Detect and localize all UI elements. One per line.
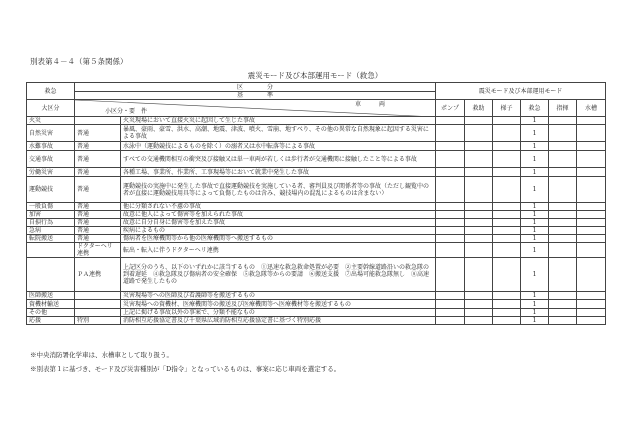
table-row — [27, 235, 606, 243]
header-diagonal-cell — [75, 100, 436, 117]
cell-kyukyu: 1 — [521, 142, 549, 151]
cell-pump — [436, 292, 465, 300]
cell-suiso — [577, 258, 606, 292]
cell-pump — [436, 243, 465, 258]
cell-hashigo — [493, 203, 521, 211]
cell-suiso — [577, 219, 606, 227]
cell-kyukyu: 1 — [521, 117, 549, 125]
cell-kyukyu: 1 — [521, 211, 549, 219]
cell-shiki — [549, 317, 577, 325]
cell-hashigo — [493, 117, 521, 125]
cell-shokubun — [75, 300, 121, 309]
cell-kyujo — [465, 243, 493, 258]
cell-daikubun: 自然災害 — [27, 125, 75, 142]
header-pump: ポンプ — [436, 100, 465, 117]
cell-hashigo — [493, 125, 521, 142]
cell-hashigo — [493, 243, 521, 258]
header-daikubun: 大区分 — [27, 100, 75, 117]
cell-pump — [436, 125, 465, 142]
cell-daikubun: 医師搬送 — [27, 292, 75, 300]
mode-table — [26, 82, 606, 325]
cell-suiso — [577, 142, 606, 151]
cell-hashigo — [493, 235, 521, 243]
cell-shiki — [549, 300, 577, 309]
cell-kyujo — [465, 300, 493, 309]
cell-shokubun: 普通 — [75, 142, 121, 151]
cell-shokubun — [75, 292, 121, 300]
cell-kyukyu: 1 — [521, 317, 549, 325]
cell-kyujo — [465, 317, 493, 325]
cell-shokubun: 普通 — [75, 203, 121, 211]
cell-pump — [436, 235, 465, 243]
table-row — [27, 117, 606, 125]
cell-hashigo — [493, 258, 521, 292]
cell-daikubun: 資機材輸送 — [27, 300, 75, 309]
table-row — [27, 227, 606, 235]
table-row — [27, 292, 606, 300]
cell-kijun: 故意に他人によって傷害等を加えられた事故 — [121, 211, 436, 219]
cell-hashigo — [493, 300, 521, 309]
cell-shiki — [549, 292, 577, 300]
cell-pump — [436, 309, 465, 317]
cell-suiso — [577, 203, 606, 211]
cell-suiso — [577, 317, 606, 325]
header-kubun: 区 分 — [75, 83, 436, 92]
cell-shiki — [549, 258, 577, 292]
table-row — [27, 125, 606, 142]
cell-suiso — [577, 243, 606, 258]
header-kyukyu: 救急 — [521, 100, 549, 117]
cell-shokubun: ＰＡ連携 — [75, 258, 121, 292]
cell-hashigo — [493, 211, 521, 219]
cell-kyukyu: 1 — [521, 219, 549, 227]
cell-pump — [436, 151, 465, 168]
cell-kyujo — [465, 177, 493, 203]
table-row — [27, 142, 606, 151]
cell-kyukyu: 1 — [521, 309, 549, 317]
table-row — [27, 300, 606, 309]
cell-shokubun: 普通 — [75, 227, 121, 235]
cell-shiki — [549, 177, 577, 203]
cell-pump — [436, 227, 465, 235]
cell-kijun: 傷病者を医療機関等から他の医療機関等へ搬送するもの — [121, 235, 436, 243]
header-mode: 震災モード及び本部運用モード — [436, 83, 606, 100]
cell-kyujo — [465, 227, 493, 235]
cell-kijun: 消防相互応援協定書及び千葉県広域消防相互応援協定書に基づく特別応援 — [121, 317, 436, 325]
cell-hashigo — [493, 292, 521, 300]
document-title: 震災モード及び本部運用モード（救急） — [247, 71, 383, 80]
cell-kijun: 災害現場への資機材、医療機関等の搬送及び医療機関等へ医療機材等を搬送するもの — [121, 300, 436, 309]
cell-kyujo — [465, 203, 493, 211]
table-row — [27, 177, 606, 203]
cell-kyukyu: 1 — [521, 125, 549, 142]
cell-daikubun: 一般負傷 — [27, 203, 75, 211]
cell-shokubun: 普通 — [75, 235, 121, 243]
cell-daikubun: 急病 — [27, 227, 75, 235]
cell-kyukyu: 1 — [521, 151, 549, 168]
cell-shokubun: 特別 — [75, 317, 121, 325]
cell-daikubun — [27, 243, 75, 258]
cell-daikubun: 労働災害 — [27, 168, 75, 177]
cell-shokubun: 普通 — [75, 168, 121, 177]
cell-kyukyu: 1 — [521, 227, 549, 235]
cell-shiki — [549, 151, 577, 168]
cell-shokubun: 普通 — [75, 211, 121, 219]
table-row — [27, 317, 606, 325]
table-row — [27, 219, 606, 227]
table-row — [27, 168, 606, 177]
cell-kijun: 火災現場において直接火災に起因して生じた事故 — [121, 117, 436, 125]
cell-shiki — [549, 219, 577, 227]
cell-shokubun: 普通 — [75, 177, 121, 203]
cell-pump — [436, 177, 465, 203]
cell-kyujo — [465, 309, 493, 317]
cell-kyukyu: 1 — [521, 300, 549, 309]
cell-suiso — [577, 168, 606, 177]
cell-daikubun: 交通事故 — [27, 151, 75, 168]
cell-kijun: 暴風、豪雨、豪雪、洪水、高潮、地震、津波、噴火、雪崩、地すべり、その他の異常な自然現象に起因する災害による事故 — [121, 125, 436, 142]
cell-daikubun — [27, 258, 75, 292]
cell-kyujo — [465, 151, 493, 168]
cell-shokubun: 普通 — [75, 219, 121, 227]
cell-shiki — [549, 142, 577, 151]
cell-shiki — [549, 211, 577, 219]
cell-daikubun: 運動競技 — [27, 177, 75, 203]
cell-shokubun: 普通 — [75, 125, 121, 142]
cell-kyukyu: 1 — [521, 177, 549, 203]
cell-kyukyu: 1 — [521, 235, 549, 243]
cell-suiso — [577, 125, 606, 142]
cell-kyujo — [465, 258, 493, 292]
cell-pump — [436, 317, 465, 325]
cell-hashigo — [493, 177, 521, 203]
table-row — [27, 151, 606, 168]
cell-suiso — [577, 235, 606, 243]
cell-kijun: 各種工場、事業所、作業所、工事現場等において就業中発生した事故 — [121, 168, 436, 177]
cell-pump — [436, 300, 465, 309]
table-body — [27, 117, 606, 325]
cell-kijun: 災害現場等への医師及び看護師等を搬送するもの — [121, 292, 436, 300]
cell-pump — [436, 211, 465, 219]
cell-pump — [436, 203, 465, 211]
table-row — [27, 258, 606, 292]
header-shokubun: 小区分・要 件 — [105, 108, 148, 115]
cell-daikubun: 火災 — [27, 117, 75, 125]
cell-suiso — [577, 117, 606, 125]
cell-daikubun: 水難事故 — [27, 142, 75, 151]
cell-kijun: 上記区分のうち、以下のいずれかに該当するもの ①迅速な救急救命処置が必要 ②主要幹線道路沿いの救急隊の到着遅延 ④救急隊及び傷病者の安全確保 ⑤救急隊等からの要請 ⑥搬送支援 ⑦出場可能救急隊無し ⑧高速道路で発生したもの — [121, 258, 436, 292]
table-row — [27, 309, 606, 317]
cell-shiki — [549, 243, 577, 258]
cell-shiki — [549, 203, 577, 211]
cell-suiso — [577, 227, 606, 235]
header-kyukubun: 救急 — [27, 83, 75, 100]
cell-kijun: 疾病によるもの — [121, 227, 436, 235]
cell-suiso — [577, 151, 606, 168]
page-label: 別表第４－４（第５条関係） — [30, 57, 128, 66]
header-kijun: 基 準 — [75, 92, 436, 100]
cell-suiso — [577, 309, 606, 317]
cell-kijun: 水泳中（運動競技によるものを除く）の溺者又は水中転落等による事故 — [121, 142, 436, 151]
cell-hashigo — [493, 227, 521, 235]
header-shiki: 指揮 — [549, 100, 577, 117]
header-kyujo: 救助 — [465, 100, 493, 117]
cell-kijun: 他に分類されない不慮の事故 — [121, 203, 436, 211]
cell-suiso — [577, 211, 606, 219]
cell-kijun: 上記に掲げる事故以外の事案で、分類不能なもの — [121, 309, 436, 317]
cell-hashigo — [493, 168, 521, 177]
cell-kyukyu: 1 — [521, 243, 549, 258]
note-2: ※別表第１に基づき、モード及び災害種別が「D指令」となっているものは、事案に応じ車両を選定する。 — [30, 365, 341, 373]
cell-kyujo — [465, 117, 493, 125]
cell-kyujo — [465, 235, 493, 243]
cell-daikubun: 転院搬送 — [27, 235, 75, 243]
cell-kijun: 転出・転入に伴うドクターヘリ連携 — [121, 243, 436, 258]
cell-shiki — [549, 117, 577, 125]
table-row — [27, 243, 606, 258]
cell-suiso — [577, 292, 606, 300]
cell-shokubun: 普通 — [75, 151, 121, 168]
cell-kijun: 運動競技の実施中に発生した事故で直接運動競技を実施している者、審判員及び関係者等の事故（ただし観覧中の者が直接に運動競技用具等によって負傷したものは含み、競技場内の混乱によるものは含まない） — [121, 177, 436, 203]
cell-kijun: 故意に自分自身に傷害等を加えた事故 — [121, 219, 436, 227]
cell-kyujo — [465, 292, 493, 300]
cell-kyukyu: 1 — [521, 292, 549, 300]
cell-pump — [436, 219, 465, 227]
cell-kyujo — [465, 125, 493, 142]
cell-pump — [436, 168, 465, 177]
table-row — [27, 211, 606, 219]
table-row — [27, 203, 606, 211]
cell-kyukyu: 1 — [521, 258, 549, 292]
cell-pump — [436, 142, 465, 151]
header-sharyo: 車 両 — [355, 101, 386, 108]
cell-suiso — [577, 300, 606, 309]
cell-hashigo — [493, 309, 521, 317]
cell-hashigo — [493, 219, 521, 227]
cell-kijun: すべての交通機関相互の衝突及び接触又は単一車両が若しくは歩行者が交通機関に接触したこと等による事故 — [121, 151, 436, 168]
cell-kyukyu: 1 — [521, 203, 549, 211]
cell-shiki — [549, 235, 577, 243]
cell-shiki — [549, 168, 577, 177]
cell-kyujo — [465, 168, 493, 177]
cell-kyujo — [465, 142, 493, 151]
cell-pump — [436, 258, 465, 292]
cell-hashigo — [493, 317, 521, 325]
cell-kyukyu: 1 — [521, 168, 549, 177]
cell-daikubun: 自損行為 — [27, 219, 75, 227]
note-1: ※中央消防署化学車は、水槽車として取り扱う。 — [30, 351, 173, 359]
header-hashigo: 梯子 — [493, 100, 521, 117]
cell-pump — [436, 117, 465, 125]
cell-shokubun: ドクターヘリ連携 — [75, 243, 121, 258]
cell-daikubun: その他 — [27, 309, 75, 317]
cell-shiki — [549, 125, 577, 142]
cell-hashigo — [493, 151, 521, 168]
cell-kyujo — [465, 219, 493, 227]
cell-suiso — [577, 177, 606, 203]
cell-daikubun: 加害 — [27, 211, 75, 219]
cell-hashigo — [493, 142, 521, 151]
cell-shokubun — [75, 309, 121, 317]
cell-shiki — [549, 309, 577, 317]
cell-shiki — [549, 227, 577, 235]
cell-daikubun: 応援 — [27, 317, 75, 325]
cell-shokubun — [75, 117, 121, 125]
cell-kyujo — [465, 211, 493, 219]
header-suiso: 水槽 — [577, 100, 606, 117]
